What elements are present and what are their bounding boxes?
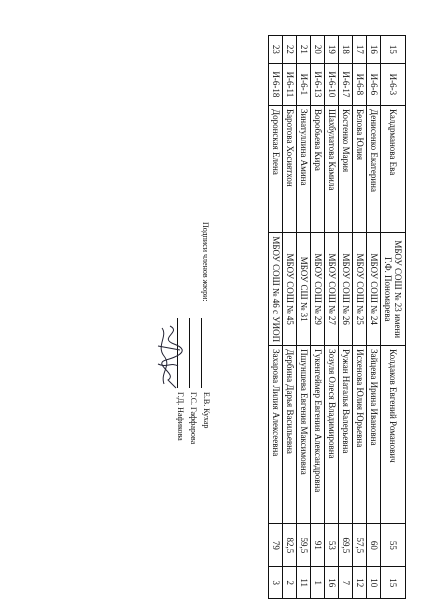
participant-name-cell: Доронская Елена (269, 105, 283, 232)
participant-name-cell: Костенко Мария (339, 105, 353, 232)
school-name-cell: МБОУ СОШ № 27 (325, 233, 339, 346)
participant-code-cell: И-6-17 (339, 63, 353, 105)
place-cell: 16 (325, 567, 339, 599)
teacher-name-cell: Дербина Дарья Васильевна (283, 346, 297, 524)
handwritten-signature (154, 322, 184, 392)
teacher-name-cell: Зайцева Ирина Ивановна (367, 346, 381, 524)
school-name-cell: МБОУ СОШ № 25 (353, 233, 367, 346)
score-cell: 69,5 (339, 524, 353, 567)
place-cell: 7 (339, 567, 353, 599)
place-cell: 15 (381, 567, 406, 599)
score-cell: 59,5 (297, 524, 311, 567)
teacher-name-cell: Захарова Лилия Алексеевна (269, 346, 283, 524)
participant-name-cell: Калдрманова Ева (381, 105, 406, 232)
table-row (353, 36, 367, 599)
table-row (381, 36, 406, 599)
teacher-name-cell: Гукенгеймер Евгения Александровна (311, 346, 325, 524)
row-number-cell: 23 (269, 36, 283, 64)
teacher-name-cell: Ружан Наталья Валерьевна (339, 346, 353, 524)
school-name-cell: МБОУ СШ № 31 (297, 233, 311, 346)
score-cell: 57,5 (353, 524, 367, 567)
score-cell: 79 (269, 524, 283, 567)
signature-line (201, 318, 202, 388)
table-row (311, 36, 325, 599)
row-number-cell: 19 (325, 36, 339, 64)
jury-signatures-caption: Подписи членов жюри: (201, 222, 210, 302)
participant-name-cell: Белова Юлия (353, 105, 367, 232)
participant-code-cell: И-6-1 (297, 63, 311, 105)
participant-code-cell: И-6-10 (325, 63, 339, 105)
place-cell: 12 (353, 567, 367, 599)
place-cell: 1 (311, 567, 325, 599)
place-cell: 11 (297, 567, 311, 599)
teacher-name-cell: Исхенова Юлия Юрьевна (353, 346, 367, 524)
teacher-name-cell: Пшуншева Евгения Максимовна (297, 346, 311, 524)
place-cell: 3 (269, 567, 283, 599)
participant-code-cell: И-6-13 (311, 63, 325, 105)
row-number-cell: 18 (339, 36, 353, 64)
signature-line (189, 318, 190, 388)
teacher-name-cell: Зозуля Олеся Владимировна (325, 346, 339, 524)
place-cell: 2 (283, 567, 297, 599)
participant-name-cell: Денисенко Екатерина (367, 105, 381, 232)
participant-name-cell: Воробьева Кира (311, 105, 325, 232)
school-name-cell: МБОУ СОШ № 45 (283, 233, 297, 346)
participant-code-cell: И-6-3 (381, 63, 406, 105)
participant-code-cell: И-6-18 (269, 63, 283, 105)
participant-name-cell: Шахбулатова Камила (325, 105, 339, 232)
school-name-cell: МБОУ СОШ № 46 с УИОП (269, 233, 283, 346)
row-number-cell: 15 (381, 36, 406, 64)
score-cell: 82,5 (283, 524, 297, 567)
school-name-cell: МБОУ СОШ № 23 имени Г.Ф. Пономарева (381, 233, 406, 346)
table-row (367, 36, 381, 599)
school-name-cell: МБОУ СОШ № 24 (367, 233, 381, 346)
table-row (269, 36, 283, 599)
score-cell: 91 (311, 524, 325, 567)
participant-name-cell: Баротова Хосиятхон (283, 105, 297, 232)
results-table (268, 35, 406, 599)
participant-name-cell: Зинатуллина Амина (297, 105, 311, 232)
score-cell: 60 (367, 524, 381, 567)
score-cell: 53 (325, 524, 339, 567)
signatory-name: Е.В. Кухар (202, 392, 211, 429)
score-cell: 55 (381, 524, 406, 567)
signatory-name: Г.Д. Нафикова (176, 392, 185, 441)
school-name-cell: МБОУ СОШ № 29 (311, 233, 325, 346)
table-row (283, 36, 297, 599)
teacher-name-cell: Колдаков Евгений Романович (381, 346, 406, 524)
table-row (297, 36, 311, 599)
row-number-cell: 17 (353, 36, 367, 64)
row-number-cell: 21 (297, 36, 311, 64)
table-row (339, 36, 353, 599)
table-row (325, 36, 339, 599)
signatory-name: Г.С. Гаффарова (189, 392, 198, 445)
school-name-cell: МБОУ СОШ № 26 (339, 233, 353, 346)
row-number-cell: 20 (311, 36, 325, 64)
place-cell: 10 (367, 567, 381, 599)
participant-code-cell: И-6-8 (353, 63, 367, 105)
row-number-cell: 22 (283, 36, 297, 64)
participant-code-cell: И-6-6 (367, 63, 381, 105)
participant-code-cell: И-6-11 (283, 63, 297, 105)
row-number-cell: 16 (367, 36, 381, 64)
